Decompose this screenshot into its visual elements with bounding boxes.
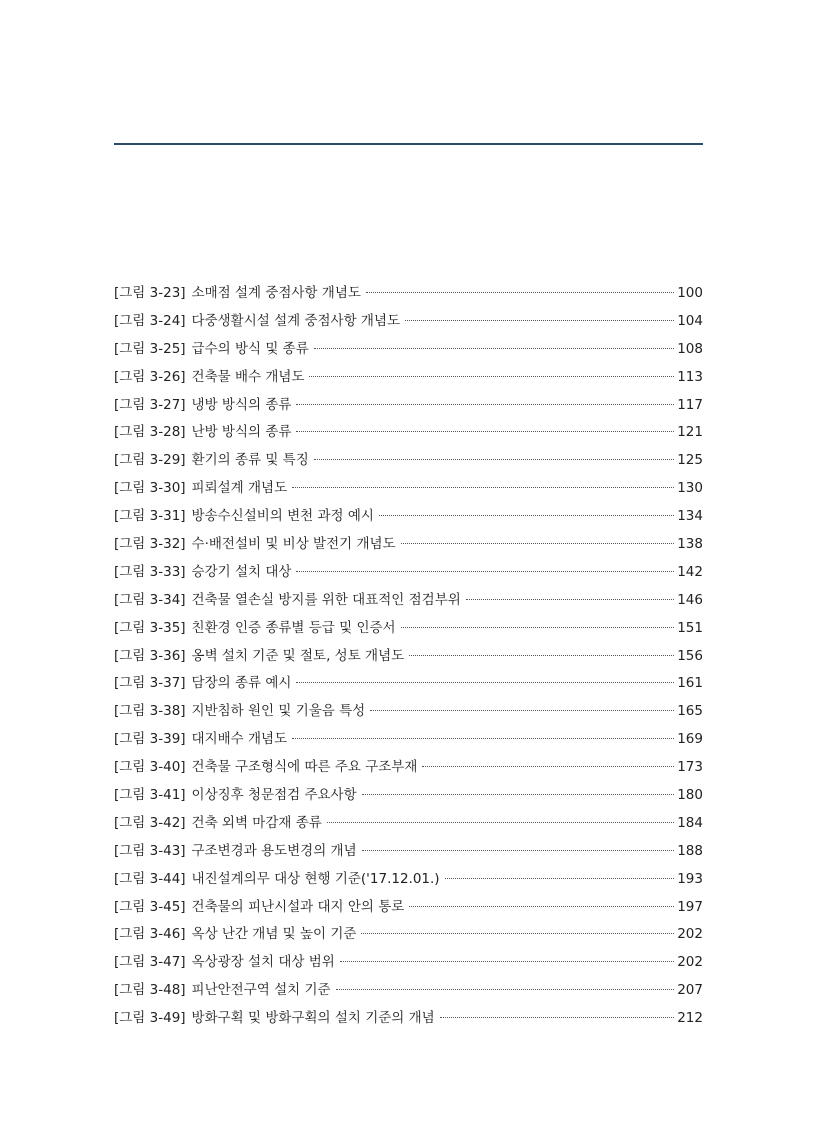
dot-leader xyxy=(361,933,674,934)
page-number: 104 xyxy=(677,312,703,329)
toc-entry[interactable] xyxy=(114,336,703,364)
figure-number: [그림 3-30] xyxy=(114,480,186,497)
page-number: 212 xyxy=(677,1010,703,1027)
figure-title: 방화구획 및 방화구획의 설치 기준의 개념 xyxy=(191,1010,435,1027)
figure-number: [그림 3-39] xyxy=(114,731,186,748)
toc-entry[interactable] xyxy=(114,977,703,1005)
dot-leader xyxy=(379,515,674,516)
figure-number: [그림 3-27] xyxy=(114,396,186,413)
figure-title: 옹벽 설치 기준 및 절토, 성토 개념도 xyxy=(191,647,405,664)
dot-leader xyxy=(422,766,674,767)
toc-entry[interactable] xyxy=(114,754,703,782)
toc-entry[interactable] xyxy=(114,810,703,838)
toc-entry[interactable] xyxy=(114,726,703,754)
figure-list xyxy=(114,280,703,1033)
figure-title: 다중생활시설 설계 중점사항 개념도 xyxy=(191,312,401,329)
toc-entry[interactable] xyxy=(114,503,703,531)
dot-leader xyxy=(409,906,674,907)
figure-number: [그림 3-31] xyxy=(114,508,186,525)
page-number: 108 xyxy=(677,340,703,357)
dot-leader xyxy=(362,794,675,795)
dot-leader xyxy=(296,571,674,572)
figure-title: 건축 외벽 마감재 종류 xyxy=(191,814,322,831)
page-number: 138 xyxy=(677,536,703,553)
page-number: 156 xyxy=(677,647,703,664)
page-number: 142 xyxy=(677,563,703,580)
dot-leader xyxy=(440,1017,675,1018)
toc-entry[interactable] xyxy=(114,475,703,503)
figure-number: [그림 3-38] xyxy=(114,703,186,720)
figure-number: [그림 3-25] xyxy=(114,340,186,357)
figure-title: 수·배전설비 및 비상 발전기 개념도 xyxy=(191,536,396,553)
page-number: 202 xyxy=(677,926,703,943)
page-number: 197 xyxy=(677,898,703,915)
dot-leader xyxy=(296,431,674,432)
toc-entry[interactable] xyxy=(114,447,703,475)
figure-number: [그림 3-26] xyxy=(114,368,186,385)
toc-entry[interactable] xyxy=(114,921,703,949)
figure-title: 지반침하 원인 및 기울음 특성 xyxy=(191,703,366,720)
toc-entry[interactable] xyxy=(114,949,703,977)
figure-number: [그림 3-29] xyxy=(114,452,186,469)
figure-title: 급수의 방식 및 종류 xyxy=(191,340,309,357)
page-number: 207 xyxy=(677,982,703,999)
dot-leader xyxy=(370,710,674,711)
dot-leader xyxy=(309,376,674,377)
dot-leader xyxy=(314,459,674,460)
page-number: 113 xyxy=(677,368,703,385)
figure-title: 건축물 열손실 방지를 위한 대표적인 점검부위 xyxy=(191,591,461,608)
figure-number: [그림 3-34] xyxy=(114,591,186,608)
dot-leader xyxy=(362,850,675,851)
figure-title: 친환경 인증 종류별 등급 및 인증서 xyxy=(191,619,396,636)
page-number: 117 xyxy=(677,396,703,413)
page-number: 165 xyxy=(677,703,703,720)
page-number: 134 xyxy=(677,508,703,525)
figure-number: [그림 3-23] xyxy=(114,285,186,301)
toc-entry[interactable] xyxy=(114,364,703,392)
figure-title: 옥상광장 설치 대상 범위 xyxy=(191,954,335,971)
toc-entry[interactable] xyxy=(114,308,703,336)
page-number: 161 xyxy=(677,675,703,692)
toc-entry[interactable] xyxy=(114,531,703,559)
page-number: 193 xyxy=(677,870,703,887)
toc-entry[interactable] xyxy=(114,894,703,922)
toc-entry[interactable] xyxy=(114,392,703,420)
toc-entry[interactable] xyxy=(114,782,703,810)
dot-leader xyxy=(292,487,674,488)
toc-entry[interactable] xyxy=(114,866,703,894)
dot-leader xyxy=(327,822,674,823)
page-number: 130 xyxy=(677,480,703,497)
figure-number: [그림 3-44] xyxy=(114,870,186,887)
figure-title: 담장의 종류 예시 xyxy=(191,675,292,692)
figure-title: 피난안전구역 설치 기준 xyxy=(191,982,331,999)
figure-title: 환기의 종류 및 특징 xyxy=(191,452,309,469)
dot-leader xyxy=(296,404,674,405)
figure-title: 건축물의 피난시설과 대지 안의 통로 xyxy=(191,898,405,915)
figure-title: 대지배수 개념도 xyxy=(191,731,288,748)
figure-number: [그림 3-32] xyxy=(114,536,186,553)
page-number: 184 xyxy=(677,814,703,831)
figure-title: 난방 방식의 종류 xyxy=(191,424,292,441)
dot-leader xyxy=(336,989,675,990)
figure-number: [그림 3-48] xyxy=(114,982,186,999)
page-number: 202 xyxy=(677,954,703,971)
toc-entry[interactable] xyxy=(114,1005,703,1033)
figure-number: [그림 3-36] xyxy=(114,647,186,664)
dot-leader xyxy=(366,292,674,293)
toc-entry[interactable] xyxy=(114,838,703,866)
page-number: 146 xyxy=(677,591,703,608)
figure-title: 옥상 난간 개념 및 높이 기준 xyxy=(191,926,357,943)
figure-title: 구조변경과 용도변경의 개념 xyxy=(191,842,357,859)
dot-leader xyxy=(292,738,674,739)
figure-number: [그림 3-47] xyxy=(114,954,186,971)
page-number: 188 xyxy=(677,842,703,859)
figure-number: [그림 3-28] xyxy=(114,424,186,441)
toc-entry[interactable] xyxy=(114,698,703,726)
figure-number: [그림 3-24] xyxy=(114,312,186,329)
dot-leader xyxy=(409,655,674,656)
page-number: 151 xyxy=(677,619,703,636)
toc-entry[interactable] xyxy=(114,670,703,698)
figure-title: 건축물 구조형식에 따른 주요 구조부재 xyxy=(191,759,418,776)
page-number: 121 xyxy=(677,424,703,441)
figure-number: [그림 3-46] xyxy=(114,926,186,943)
figure-title: 소매점 설계 중점사항 개념도 xyxy=(191,285,361,301)
toc-entry[interactable] xyxy=(114,419,703,447)
figure-number: [그림 3-35] xyxy=(114,619,186,636)
page-number: 169 xyxy=(677,731,703,748)
page-number: 100 xyxy=(677,285,703,301)
figure-number: [그림 3-33] xyxy=(114,563,186,580)
dot-leader xyxy=(401,627,675,628)
page-number: 173 xyxy=(677,759,703,776)
toc-entry[interactable] xyxy=(114,615,703,643)
page-number: 180 xyxy=(677,787,703,804)
toc-entry[interactable] xyxy=(114,643,703,671)
toc-entry[interactable] xyxy=(114,559,703,587)
dot-leader xyxy=(405,320,674,321)
dot-leader xyxy=(466,599,674,600)
toc-entry[interactable] xyxy=(114,587,703,615)
dot-leader xyxy=(314,348,674,349)
figure-number: [그림 3-40] xyxy=(114,759,186,776)
figure-title: 건축물 배수 개념도 xyxy=(191,368,305,385)
figure-number: [그림 3-41] xyxy=(114,787,186,804)
figure-title: 내진설계의무 대상 현행 기준('17.12.01.) xyxy=(191,870,440,887)
figure-title: 이상징후 청문점검 주요사항 xyxy=(191,787,357,804)
toc-entry[interactable] xyxy=(114,280,703,308)
figure-number: [그림 3-45] xyxy=(114,898,186,915)
figure-title: 냉방 방식의 종류 xyxy=(191,396,292,413)
figure-title: 피뢰설계 개념도 xyxy=(191,480,288,497)
dot-leader xyxy=(296,682,674,683)
figure-number: [그림 3-42] xyxy=(114,814,186,831)
top-rule xyxy=(114,143,703,145)
dot-leader xyxy=(340,961,674,962)
dot-leader xyxy=(401,543,675,544)
figure-number: [그림 3-49] xyxy=(114,1010,186,1027)
figure-number: [그림 3-37] xyxy=(114,675,186,692)
figure-title: 방송수신설비의 변천 과정 예시 xyxy=(191,508,374,525)
page-number: 125 xyxy=(677,452,703,469)
dot-leader xyxy=(445,878,675,879)
figure-title: 승강기 설치 대상 xyxy=(191,563,292,580)
figure-number: [그림 3-43] xyxy=(114,842,186,859)
